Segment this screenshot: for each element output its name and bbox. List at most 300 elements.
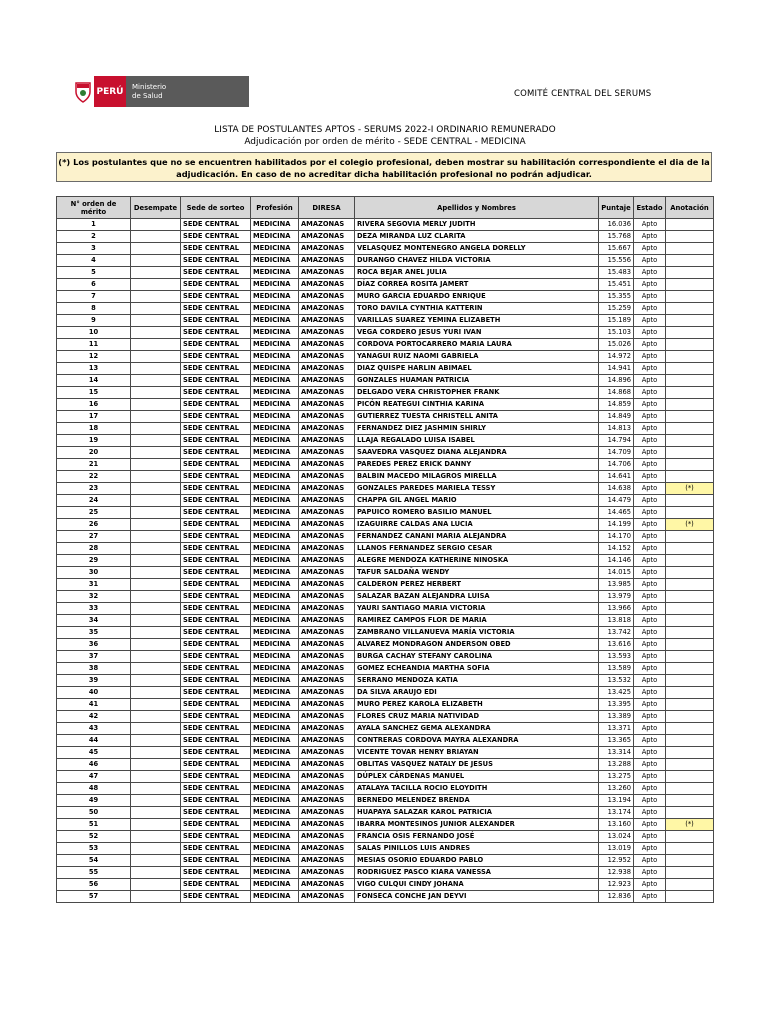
name-cell: DURANGO CHAVEZ HILDA VICTORIA <box>355 255 599 267</box>
status-cell: Apto <box>634 579 666 591</box>
annotation-cell <box>666 507 714 519</box>
order-cell: 38 <box>57 663 131 675</box>
annotation-cell <box>666 459 714 471</box>
annotation-cell <box>666 759 714 771</box>
name-cell: BERNEDO MELENDEZ BRENDA <box>355 795 599 807</box>
table-row <box>57 567 714 579</box>
sede-cell: SEDE CENTRAL <box>181 795 251 807</box>
annotation-cell <box>666 855 714 867</box>
status-cell: Apto <box>634 267 666 279</box>
annotation-cell <box>666 783 714 795</box>
sede-cell: SEDE CENTRAL <box>181 315 251 327</box>
diresa-cell: AMAZONAS <box>299 819 355 831</box>
profession-cell: MEDICINA <box>251 807 299 819</box>
annotation-cell <box>666 831 714 843</box>
status-cell: Apto <box>634 303 666 315</box>
name-cell: AYALA SANCHEZ GEMA ALEXANDRA <box>355 723 599 735</box>
name-cell: YAURI SANTIAGO MARIA VICTORIA <box>355 603 599 615</box>
name-cell: IZAGUIRRE CALDAS ANA LUCIA <box>355 519 599 531</box>
diresa-cell: AMAZONAS <box>299 627 355 639</box>
name-cell: MESIAS OSORIO EDUARDO PABLO <box>355 855 599 867</box>
order-cell: 4 <box>57 255 131 267</box>
status-cell: Apto <box>634 519 666 531</box>
sede-cell: SEDE CENTRAL <box>181 339 251 351</box>
table-row <box>57 231 714 243</box>
profession-cell: MEDICINA <box>251 351 299 363</box>
order-cell: 31 <box>57 579 131 591</box>
diresa-cell: AMAZONAS <box>299 639 355 651</box>
sede-cell: SEDE CENTRAL <box>181 591 251 603</box>
name-cell: LLANOS FERNANDEZ SERGIO CESAR <box>355 543 599 555</box>
table-row <box>57 495 714 507</box>
profession-cell: MEDICINA <box>251 711 299 723</box>
score-cell: 14.941 <box>599 363 634 375</box>
diresa-cell: AMAZONAS <box>299 267 355 279</box>
name-cell: RAMIREZ CAMPOS FLOR DE MARIA <box>355 615 599 627</box>
peru-label: PERÚ <box>94 76 126 107</box>
sede-cell: SEDE CENTRAL <box>181 303 251 315</box>
tiebreak-cell <box>131 531 181 543</box>
sede-cell: SEDE CENTRAL <box>181 843 251 855</box>
annotation-cell <box>666 399 714 411</box>
table-row <box>57 711 714 723</box>
profession-cell: MEDICINA <box>251 219 299 231</box>
score-cell: 14.868 <box>599 387 634 399</box>
profession-cell: MEDICINA <box>251 651 299 663</box>
status-cell: Apto <box>634 423 666 435</box>
profession-cell: MEDICINA <box>251 627 299 639</box>
diresa-cell: AMAZONAS <box>299 687 355 699</box>
status-cell: Apto <box>634 759 666 771</box>
score-cell: 14.015 <box>599 567 634 579</box>
name-cell: ALVAREZ MONDRAGON ANDERSON OBED <box>355 639 599 651</box>
order-cell: 3 <box>57 243 131 255</box>
sede-cell: SEDE CENTRAL <box>181 735 251 747</box>
annotation-cell <box>666 579 714 591</box>
order-cell: 49 <box>57 795 131 807</box>
status-cell: Apto <box>634 471 666 483</box>
status-cell: Apto <box>634 711 666 723</box>
diresa-cell: AMAZONAS <box>299 711 355 723</box>
table-row <box>57 615 714 627</box>
sede-cell: SEDE CENTRAL <box>181 471 251 483</box>
sede-cell: SEDE CENTRAL <box>181 447 251 459</box>
tiebreak-cell <box>131 747 181 759</box>
score-cell: 13.275 <box>599 771 634 783</box>
score-cell: 13.966 <box>599 603 634 615</box>
order-cell: 32 <box>57 591 131 603</box>
order-cell: 24 <box>57 495 131 507</box>
status-cell: Apto <box>634 747 666 759</box>
score-cell: 13.371 <box>599 723 634 735</box>
score-cell: 15.451 <box>599 279 634 291</box>
annotation-cell <box>666 651 714 663</box>
annotation-cell <box>666 795 714 807</box>
tiebreak-cell <box>131 375 181 387</box>
profession-cell: MEDICINA <box>251 447 299 459</box>
name-cell: BURGA CACHAY STEFANY CAROLINA <box>355 651 599 663</box>
tiebreak-cell <box>131 639 181 651</box>
order-cell: 6 <box>57 279 131 291</box>
diresa-cell: AMAZONAS <box>299 375 355 387</box>
table-row <box>57 387 714 399</box>
annotation-cell <box>666 735 714 747</box>
diresa-cell: AMAZONAS <box>299 543 355 555</box>
list-title: LISTA DE POSTULANTES APTOS - SERUMS 2022-I ORDINARIO REMUNERADO <box>214 125 556 135</box>
diresa-cell: AMAZONAS <box>299 351 355 363</box>
status-cell: Apto <box>634 255 666 267</box>
sede-cell: SEDE CENTRAL <box>181 435 251 447</box>
ministry-line-1: Ministerio <box>132 82 167 91</box>
name-cell: VIGO CULQUI CINDY JOHANA <box>355 879 599 891</box>
score-cell: 13.818 <box>599 615 634 627</box>
annotation-cell <box>666 231 714 243</box>
order-cell: 41 <box>57 699 131 711</box>
score-cell: 15.556 <box>599 255 634 267</box>
annotation-cell <box>666 255 714 267</box>
column-header: Apellidos y Nombres <box>355 197 599 219</box>
profession-cell: MEDICINA <box>251 387 299 399</box>
name-cell: CHAPPA GIL ANGEL MARIO <box>355 495 599 507</box>
profession-cell: MEDICINA <box>251 339 299 351</box>
diresa-cell: AMAZONAS <box>299 555 355 567</box>
tiebreak-cell <box>131 771 181 783</box>
score-cell: 15.189 <box>599 315 634 327</box>
name-cell: CORDOVA PORTOCARRERO MARIA LAURA <box>355 339 599 351</box>
order-cell: 1 <box>57 219 131 231</box>
name-cell: TORO DAVILA CYNTHIA KATTERIN <box>355 303 599 315</box>
sede-cell: SEDE CENTRAL <box>181 255 251 267</box>
profession-cell: MEDICINA <box>251 795 299 807</box>
status-cell: Apto <box>634 879 666 891</box>
diresa-cell: AMAZONAS <box>299 747 355 759</box>
tiebreak-cell <box>131 699 181 711</box>
name-cell: DELGADO VERA CHRISTOPHER FRANK <box>355 387 599 399</box>
order-cell: 21 <box>57 459 131 471</box>
column-header: Puntaje <box>599 197 634 219</box>
name-cell: GOMEZ ECHEANDIA MARTHA SOFIA <box>355 663 599 675</box>
status-cell: Apto <box>634 483 666 495</box>
tiebreak-cell <box>131 471 181 483</box>
order-cell: 39 <box>57 675 131 687</box>
profession-cell: MEDICINA <box>251 411 299 423</box>
order-cell: 51 <box>57 819 131 831</box>
profession-cell: MEDICINA <box>251 363 299 375</box>
score-cell: 13.160 <box>599 819 634 831</box>
name-cell: MURO PEREZ KAROLA ELIZABETH <box>355 699 599 711</box>
tiebreak-cell <box>131 483 181 495</box>
name-cell: YANAGUI RUIZ NAOMI GABRIELA <box>355 351 599 363</box>
order-cell: 16 <box>57 399 131 411</box>
table-row <box>57 399 714 411</box>
name-cell: ATALAYA TACILLA ROCIO ELOYDITH <box>355 783 599 795</box>
order-cell: 43 <box>57 723 131 735</box>
diresa-cell: AMAZONAS <box>299 807 355 819</box>
score-cell: 14.638 <box>599 483 634 495</box>
diresa-cell: AMAZONAS <box>299 435 355 447</box>
profession-cell: MEDICINA <box>251 267 299 279</box>
status-cell: Apto <box>634 603 666 615</box>
score-cell: 14.896 <box>599 375 634 387</box>
sede-cell: SEDE CENTRAL <box>181 495 251 507</box>
name-cell: IBARRA MONTESINOS JUNIOR ALEXANDER <box>355 819 599 831</box>
profession-cell: MEDICINA <box>251 555 299 567</box>
order-cell: 23 <box>57 483 131 495</box>
profession-cell: MEDICINA <box>251 843 299 855</box>
score-cell: 14.972 <box>599 351 634 363</box>
order-cell: 28 <box>57 543 131 555</box>
profession-cell: MEDICINA <box>251 867 299 879</box>
score-cell: 13.425 <box>599 687 634 699</box>
sede-cell: SEDE CENTRAL <box>181 411 251 423</box>
table-body <box>57 219 714 903</box>
list-subtitle: Adjudicación por orden de mérito - SEDE CENTRAL - MEDICINA <box>244 137 526 147</box>
tiebreak-cell <box>131 663 181 675</box>
profession-cell: MEDICINA <box>251 303 299 315</box>
sede-cell: SEDE CENTRAL <box>181 807 251 819</box>
tiebreak-cell <box>131 255 181 267</box>
order-cell: 12 <box>57 351 131 363</box>
profession-cell: MEDICINA <box>251 423 299 435</box>
annotation-cell: (*) <box>666 483 714 495</box>
ministry-line-2: de Salud <box>132 91 163 100</box>
diresa-cell: AMAZONAS <box>299 243 355 255</box>
diresa-cell: AMAZONAS <box>299 771 355 783</box>
score-cell: 14.479 <box>599 495 634 507</box>
profession-cell: MEDICINA <box>251 435 299 447</box>
tiebreak-cell <box>131 459 181 471</box>
status-cell: Apto <box>634 663 666 675</box>
annotation-cell <box>666 375 714 387</box>
tiebreak-cell <box>131 495 181 507</box>
tiebreak-cell <box>131 519 181 531</box>
score-cell: 14.859 <box>599 399 634 411</box>
order-cell: 37 <box>57 651 131 663</box>
name-cell: FRANCIA OSIS FERNANDO JOSÉ <box>355 831 599 843</box>
name-cell: RIVERA SEGOVIA MERLY JUDITH <box>355 219 599 231</box>
diresa-cell: AMAZONAS <box>299 315 355 327</box>
tiebreak-cell <box>131 339 181 351</box>
order-cell: 10 <box>57 327 131 339</box>
order-cell: 36 <box>57 639 131 651</box>
table-row <box>57 543 714 555</box>
order-cell: 18 <box>57 423 131 435</box>
sede-cell: SEDE CENTRAL <box>181 459 251 471</box>
profession-cell: MEDICINA <box>251 471 299 483</box>
order-cell: 45 <box>57 747 131 759</box>
table-row <box>57 759 714 771</box>
tiebreak-cell <box>131 507 181 519</box>
name-cell: ALEGRE MENDOZA KATHERINE NINOSKA <box>355 555 599 567</box>
name-cell: DEZA MIRANDA LUZ CLARITA <box>355 231 599 243</box>
status-cell: Apto <box>634 291 666 303</box>
name-cell: FLORES CRUZ MARIA NATIVIDAD <box>355 711 599 723</box>
order-cell: 44 <box>57 735 131 747</box>
order-cell: 14 <box>57 375 131 387</box>
sede-cell: SEDE CENTRAL <box>181 663 251 675</box>
status-cell: Apto <box>634 819 666 831</box>
diresa-cell: AMAZONAS <box>299 675 355 687</box>
annotation-cell <box>666 843 714 855</box>
status-cell: Apto <box>634 675 666 687</box>
order-cell: 25 <box>57 507 131 519</box>
score-cell: 14.170 <box>599 531 634 543</box>
diresa-cell: AMAZONAS <box>299 219 355 231</box>
score-cell: 13.589 <box>599 663 634 675</box>
sede-cell: SEDE CENTRAL <box>181 651 251 663</box>
name-cell: GONZALES PAREDES MARIELA TESSY <box>355 483 599 495</box>
status-cell: Apto <box>634 627 666 639</box>
score-cell: 16.036 <box>599 219 634 231</box>
tiebreak-cell <box>131 567 181 579</box>
tiebreak-cell <box>131 399 181 411</box>
tiebreak-cell <box>131 603 181 615</box>
table-row <box>57 375 714 387</box>
profession-cell: MEDICINA <box>251 459 299 471</box>
status-cell: Apto <box>634 795 666 807</box>
annotation-cell <box>666 879 714 891</box>
tiebreak-cell <box>131 219 181 231</box>
name-cell: ROCA BEJAR ANEL JULIA <box>355 267 599 279</box>
tiebreak-cell <box>131 879 181 891</box>
status-cell: Apto <box>634 495 666 507</box>
annotation-cell <box>666 303 714 315</box>
sede-cell: SEDE CENTRAL <box>181 831 251 843</box>
diresa-cell: AMAZONAS <box>299 255 355 267</box>
tiebreak-cell <box>131 387 181 399</box>
score-cell: 14.709 <box>599 447 634 459</box>
profession-cell: MEDICINA <box>251 747 299 759</box>
diresa-cell: AMAZONAS <box>299 363 355 375</box>
score-cell: 12.938 <box>599 867 634 879</box>
diresa-cell: AMAZONAS <box>299 699 355 711</box>
tiebreak-cell <box>131 711 181 723</box>
order-cell: 52 <box>57 831 131 843</box>
profession-cell: MEDICINA <box>251 603 299 615</box>
ministry-logo <box>72 76 249 107</box>
table-row <box>57 339 714 351</box>
profession-cell: MEDICINA <box>251 675 299 687</box>
name-cell: FERNANDEZ DIEZ JASHMIN SHIRLY <box>355 423 599 435</box>
diresa-cell: AMAZONAS <box>299 387 355 399</box>
sede-cell: SEDE CENTRAL <box>181 231 251 243</box>
score-cell: 14.706 <box>599 459 634 471</box>
status-cell: Apto <box>634 459 666 471</box>
status-cell: Apto <box>634 543 666 555</box>
annotation-cell <box>666 291 714 303</box>
status-cell: Apto <box>634 831 666 843</box>
table-row <box>57 831 714 843</box>
order-cell: 19 <box>57 435 131 447</box>
profession-cell: MEDICINA <box>251 291 299 303</box>
order-cell: 56 <box>57 879 131 891</box>
sede-cell: SEDE CENTRAL <box>181 675 251 687</box>
diresa-cell: AMAZONAS <box>299 231 355 243</box>
annotation-cell: (*) <box>666 819 714 831</box>
order-cell: 26 <box>57 519 131 531</box>
tiebreak-cell <box>131 807 181 819</box>
score-cell: 15.483 <box>599 267 634 279</box>
name-cell: DÍAZ CORREA ROSITA JAMERT <box>355 279 599 291</box>
name-cell: PAREDES PEREZ ERICK DANNY <box>355 459 599 471</box>
diresa-cell: AMAZONAS <box>299 459 355 471</box>
sede-cell: SEDE CENTRAL <box>181 351 251 363</box>
score-cell: 12.923 <box>599 879 634 891</box>
score-cell: 13.593 <box>599 651 634 663</box>
table-row <box>57 663 714 675</box>
status-cell: Apto <box>634 615 666 627</box>
status-cell: Apto <box>634 783 666 795</box>
diresa-cell: AMAZONAS <box>299 399 355 411</box>
sede-cell: SEDE CENTRAL <box>181 531 251 543</box>
annotation-cell <box>666 447 714 459</box>
diresa-cell: AMAZONAS <box>299 495 355 507</box>
order-cell: 30 <box>57 567 131 579</box>
name-cell: DIAZ QUISPE HARLIN ABIMAEL <box>355 363 599 375</box>
score-cell: 15.103 <box>599 327 634 339</box>
order-cell: 11 <box>57 339 131 351</box>
sede-cell: SEDE CENTRAL <box>181 615 251 627</box>
sede-cell: SEDE CENTRAL <box>181 603 251 615</box>
order-cell: 5 <box>57 267 131 279</box>
score-cell: 14.152 <box>599 543 634 555</box>
status-cell: Apto <box>634 279 666 291</box>
tiebreak-cell <box>131 411 181 423</box>
status-cell: Apto <box>634 687 666 699</box>
sede-cell: SEDE CENTRAL <box>181 375 251 387</box>
sede-cell: SEDE CENTRAL <box>181 783 251 795</box>
name-cell: VARILLAS SUAREZ YEMINA ELIZABETH <box>355 315 599 327</box>
diresa-cell: AMAZONAS <box>299 339 355 351</box>
table-row <box>57 843 714 855</box>
profession-cell: MEDICINA <box>251 735 299 747</box>
table-row <box>57 675 714 687</box>
column-header: Profesión <box>251 197 299 219</box>
sede-cell: SEDE CENTRAL <box>181 579 251 591</box>
diresa-cell: AMAZONAS <box>299 831 355 843</box>
table-row <box>57 795 714 807</box>
tiebreak-cell <box>131 891 181 903</box>
annotation-cell <box>666 495 714 507</box>
tiebreak-cell <box>131 735 181 747</box>
diresa-cell: AMAZONAS <box>299 651 355 663</box>
diresa-cell: AMAZONAS <box>299 471 355 483</box>
sede-cell: SEDE CENTRAL <box>181 567 251 579</box>
score-cell: 14.199 <box>599 519 634 531</box>
annotation-cell <box>666 327 714 339</box>
table-row <box>57 735 714 747</box>
annotation-cell <box>666 339 714 351</box>
tiebreak-cell <box>131 819 181 831</box>
sede-cell: SEDE CENTRAL <box>181 279 251 291</box>
diresa-cell: AMAZONAS <box>299 723 355 735</box>
table-row <box>57 507 714 519</box>
diresa-cell: AMAZONAS <box>299 843 355 855</box>
diresa-cell: AMAZONAS <box>299 783 355 795</box>
table-row <box>57 411 714 423</box>
annotation-cell <box>666 411 714 423</box>
tiebreak-cell <box>131 291 181 303</box>
name-cell: VELASQUEZ MONTENEGRO ANGELA DORELLY <box>355 243 599 255</box>
annotation-cell <box>666 531 714 543</box>
score-cell: 15.026 <box>599 339 634 351</box>
tiebreak-cell <box>131 783 181 795</box>
profession-cell: MEDICINA <box>251 231 299 243</box>
order-cell: 20 <box>57 447 131 459</box>
profession-cell: MEDICINA <box>251 495 299 507</box>
table-row <box>57 363 714 375</box>
diresa-cell: AMAZONAS <box>299 291 355 303</box>
